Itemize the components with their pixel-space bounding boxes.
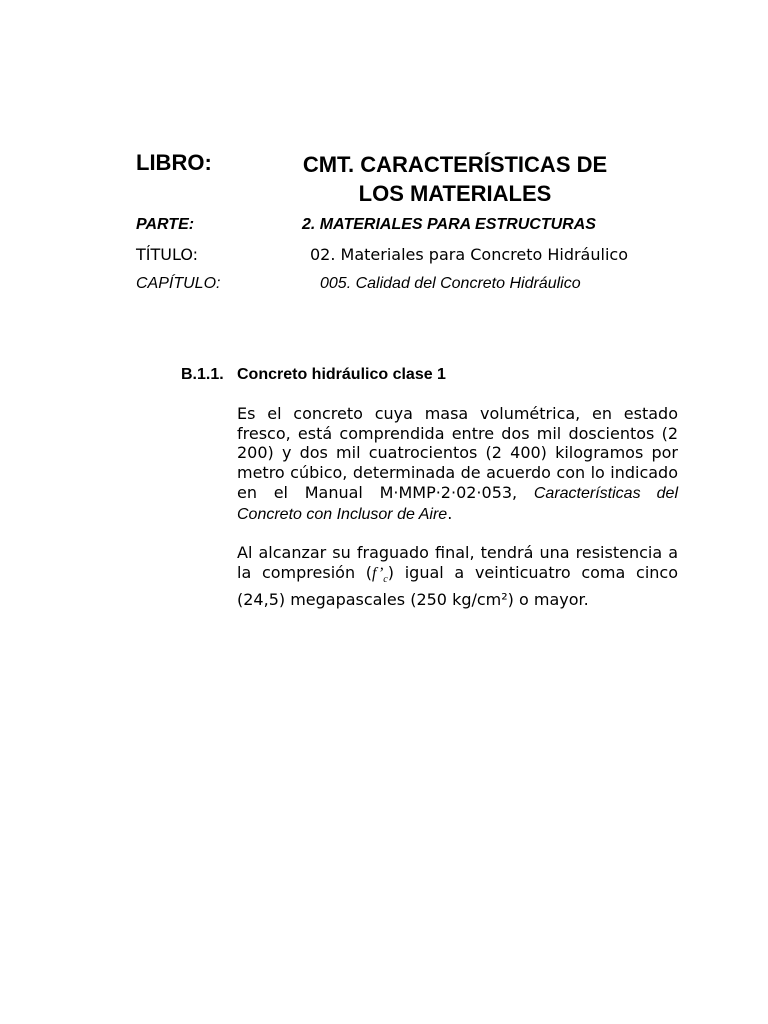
fc-symbol-sub: c [383, 573, 388, 585]
libro-label: LIBRO: [136, 150, 212, 175]
titulo-value: 02. Materiales para Concreto Hidráulico [310, 245, 628, 264]
section-title: Concreto hidráulico clase 1 [237, 366, 446, 383]
fc-symbol [372, 564, 388, 585]
fc-symbol-main: f’ [372, 564, 384, 582]
libro-title-line2: LOS MATERIALES [358, 181, 552, 206]
parte-value: 2. MATERIALES PARA ESTRUCTURAS [302, 216, 596, 233]
libro-title-line1: CMT. CARACTERÍSTICAS DE [302, 152, 608, 177]
parte-label: PARTE: [136, 216, 195, 233]
section-number: B.1.1. [181, 366, 224, 383]
paragraph-resistance-text-a: Al alcanzar su fraguado final, tendrá una resistencia a la compresión ( [237, 543, 678, 582]
manual-reference: Características del Concreto con Inclusor de Aire [237, 484, 679, 523]
paragraph-definition [237, 404, 678, 524]
paragraph-resistance-text-b: ) igual a veinticuatro coma cinco (24,5) megapascales (250 kg/cm²) o mayor. [237, 562, 678, 609]
paragraph-resistance [237, 543, 678, 609]
capitulo-label: CAPÍTULO: [136, 275, 221, 292]
paragraph-definition-end: . [447, 503, 453, 523]
paragraph-definition-text: Es el concreto cuya masa volumétrica, en estado fresco, está comprendida entre dos mil doscientos (2 200) y dos mil cuatrocientos (2 400) kilogramos por metro cúbico, determinada de acuerdo con lo indicado en el Manual M·MMP·2·02·053, [237, 404, 678, 502]
libro-title [270, 150, 640, 208]
capitulo-value: 005. Calidad del Concreto Hidráulico [320, 275, 581, 292]
titulo-label: TÍTULO: [136, 245, 199, 264]
